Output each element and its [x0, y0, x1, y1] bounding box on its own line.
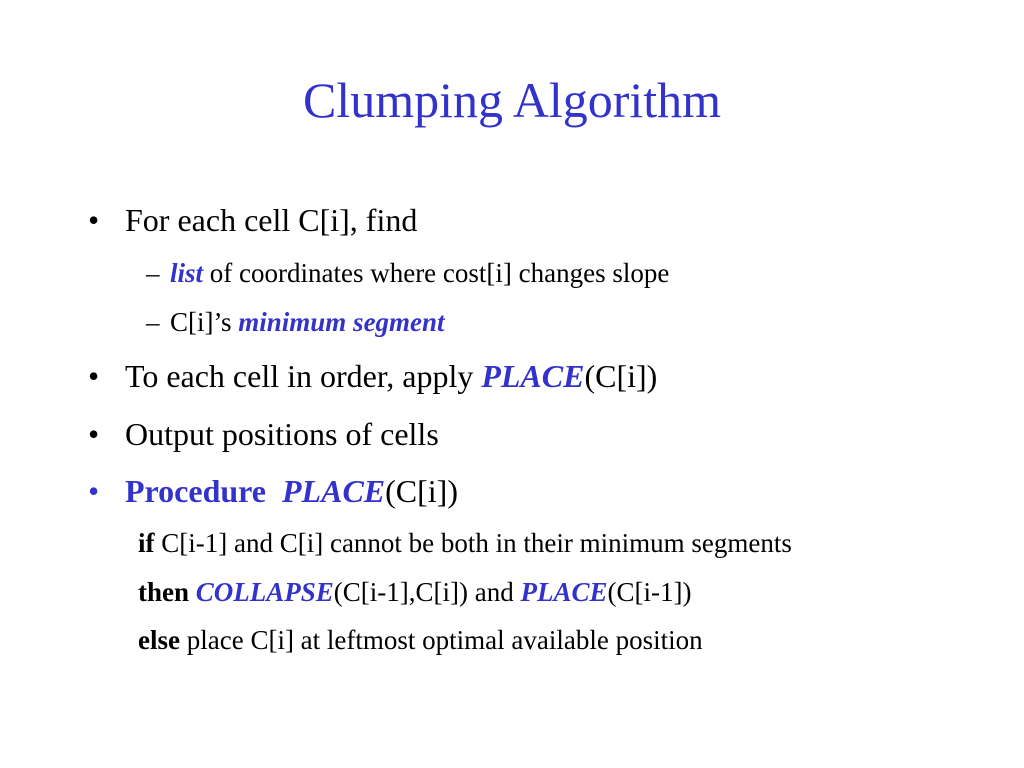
sub-item-text: of coordinates where cost[i] changes slope: [203, 258, 670, 288]
procedure-text: place C[i] at leftmost optimal available position: [179, 625, 703, 655]
bullet-text: To each cell in order, apply: [125, 358, 482, 394]
emphasis-place: PLACE: [520, 577, 608, 607]
bullet-marker: •: [88, 202, 100, 238]
keyword-then: then: [138, 577, 190, 607]
bullet-text: For each cell C[i], find: [125, 202, 418, 238]
bullet-text: Output positions of cells: [125, 416, 439, 452]
bullet-marker: •: [88, 416, 100, 452]
dash-marker: –: [146, 258, 160, 288]
procedure-text: C[i-1] and C[i] cannot be both in their minimum segments: [154, 528, 792, 558]
bullet-text-post: (C[i]): [385, 473, 458, 509]
keyword-if: if: [138, 528, 155, 558]
procedure-keyword: Procedure: [125, 473, 266, 509]
procedure-text-post: (C[i-1]): [607, 577, 692, 607]
dash-marker: –: [146, 307, 160, 337]
slide-title: Clumping Algorithm: [302, 72, 722, 128]
emphasis-minimum-segment: minimum segment: [238, 307, 445, 337]
procedure-if-line: [138, 526, 792, 560]
bullet-text-post: (C[i]): [584, 358, 658, 394]
procedure-else-line: [138, 623, 703, 657]
emphasis-place: PLACE: [481, 358, 585, 394]
emphasis-list: list: [170, 258, 204, 288]
procedure-text: (C[i-1],C[i]) and: [333, 577, 521, 607]
sub-item-text: C[i]’s: [170, 307, 239, 337]
bullet-marker: •: [88, 473, 100, 509]
bullet-marker: •: [88, 358, 100, 394]
keyword-else: else: [138, 625, 180, 655]
emphasis-place: PLACE: [282, 473, 386, 509]
procedure-then-line: [138, 575, 691, 609]
emphasis-collapse: COLLAPSE: [195, 577, 334, 607]
